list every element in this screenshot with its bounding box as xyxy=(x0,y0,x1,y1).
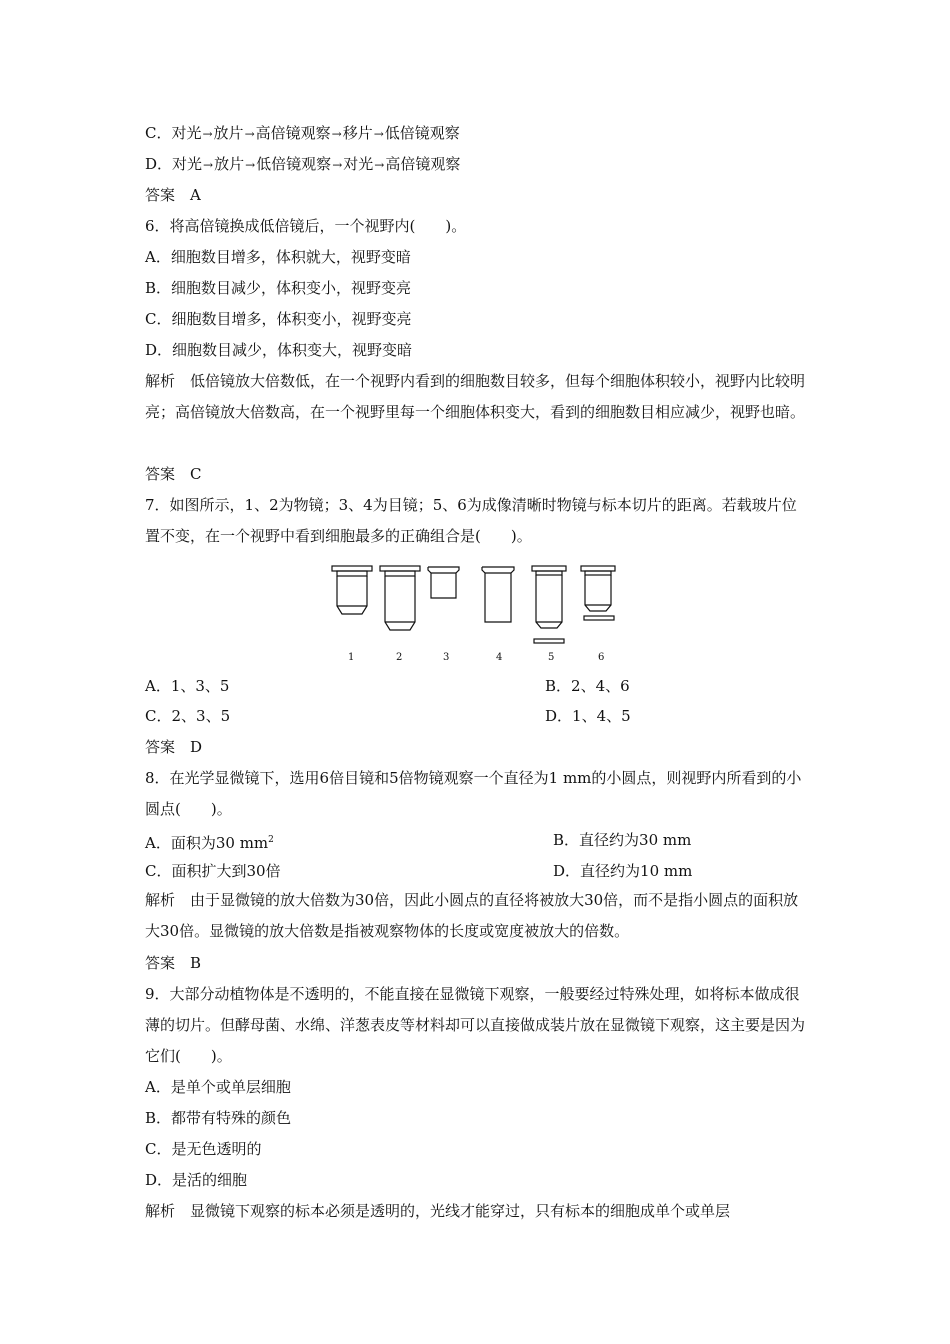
objective-lens-2 xyxy=(380,566,420,630)
q9-option-d: D．是活的细胞 xyxy=(145,1171,248,1189)
q9-option-b: B．都带有特殊的颜色 xyxy=(145,1109,292,1127)
q8-answer: 答案 B xyxy=(145,954,202,972)
objective-lens-6 xyxy=(581,566,615,620)
q9-stem: 9．大部分动植物体是不透明的，不能直接在显微镜下观察，一般要经过特殊处理，如将标本做成很薄的切片。但酵母菌、水绵、洋葱表皮等材料却可以直接做成装片放在显微镜下观察，这主要是因为它们( )。 xyxy=(145,985,806,1065)
q9-option-c: C．是无色透明的 xyxy=(145,1140,262,1158)
figure-label-3: 3 xyxy=(443,652,450,663)
q9-option-a: A．是单个或单层细胞 xyxy=(145,1078,291,1096)
figure-label-2: 2 xyxy=(396,652,403,663)
q6-option-d: D．细胞数目减少，体积变大，视野变暗 xyxy=(145,341,413,359)
q5-option-c xyxy=(145,123,810,144)
q8-option-a-text: A．面积为30 mm xyxy=(145,834,269,852)
objective-lens-5 xyxy=(532,566,566,643)
figure-label-6: 6 xyxy=(598,652,605,663)
q5d-step-2: 放片 xyxy=(214,155,245,173)
q7-option-d: D．1、4、5 xyxy=(545,707,631,725)
q5d-step-1: D．对光 xyxy=(145,155,203,173)
q7-option-a: A．1、3、5 xyxy=(145,677,230,695)
q6-option-b: B．细胞数目减少，体积变小，视野变亮 xyxy=(145,279,412,297)
q8-stem: 8．在光学显微镜下，选用6倍目镜和5倍物镜观察一个直径为1 mm的小圆点，则视野内所看到的小圆点( )。 xyxy=(145,769,802,818)
q5c-step-1: C．对光 xyxy=(145,124,202,142)
q9-analysis: 解析 显微镜下观察的标本必须是透明的，光线才能穿过，只有标本的细胞成单个或单层 xyxy=(145,1202,731,1220)
q5d-step-3: 低倍镜观察 xyxy=(256,155,332,173)
arrow-icon: → xyxy=(244,127,255,141)
arrow-icon: → xyxy=(374,158,385,172)
q5c-step-4: 移片 xyxy=(342,124,373,142)
q5c-step-5: 低倍镜观察 xyxy=(384,124,460,142)
q8-option-a xyxy=(145,830,274,853)
arrow-icon: → xyxy=(245,158,256,172)
q5d-step-4: 对光 xyxy=(343,155,374,173)
figure-label-1: 1 xyxy=(348,652,355,663)
figure-label-5: 5 xyxy=(548,652,555,663)
q5d-step-5: 高倍镜观察 xyxy=(385,155,461,173)
figure-label-4: 4 xyxy=(496,652,503,663)
q8-option-a-superscript: 2 xyxy=(268,835,274,845)
q7-option-b: B．2、4、6 xyxy=(545,677,630,695)
q7-answer: 答案 D xyxy=(145,738,203,756)
arrow-icon: → xyxy=(331,127,342,141)
eyepiece-lens-3 xyxy=(428,567,459,598)
arrow-icon: → xyxy=(332,158,343,172)
q6-stem: 6．将高倍镜换成低倍镜后，一个视野内( )。 xyxy=(145,217,467,235)
q7-option-c: C．2、3、5 xyxy=(145,707,231,725)
eyepiece-lens-4 xyxy=(482,567,514,622)
q6-analysis: 解析 低倍镜放大倍数低，在一个视野内看到的细胞数目较多，但每个细胞体积较小，视野内比较明亮；高倍镜放大倍数高，在一个视野里每一个细胞体积变大，看到的细胞数目相应减少，视野也暗。 xyxy=(145,372,806,421)
q5-answer: 答案 A xyxy=(145,186,201,204)
q8-option-d: D．直径约为10 mm xyxy=(553,862,693,880)
q5c-step-3: 高倍镜观察 xyxy=(255,124,331,142)
q8-option-b: B．直径约为30 mm xyxy=(553,831,692,849)
lens-figure xyxy=(322,560,622,668)
q5-option-d xyxy=(145,154,810,175)
arrow-icon: → xyxy=(203,158,214,172)
objective-lens-1 xyxy=(332,566,372,614)
q8-analysis: 解析 由于显微镜的放大倍数为30倍，因此小圆点的直径将被放大30倍，而不是指小圆点的面积放大30倍。显微镜的放大倍数是指被观察物体的长度或宽度被放大的倍数。 xyxy=(145,891,799,940)
q6-option-a: A．细胞数目增多，体积就大，视野变暗 xyxy=(145,248,411,266)
arrow-icon: → xyxy=(202,127,213,141)
q5c-step-2: 放片 xyxy=(213,124,244,142)
q6-option-c: C．细胞数目增多，体积变小，视野变亮 xyxy=(145,310,412,328)
q7-stem: 7．如图所示，1、2为物镜；3、4为目镜；5、6为成像清晰时物镜与标本切片的距离。若载玻片位置不变，在一个视野中看到细胞最多的正确组合是( )。 xyxy=(145,496,797,545)
arrow-icon: → xyxy=(373,127,384,141)
q8-option-c: C．面积扩大到30倍 xyxy=(145,862,281,880)
lens-diagram xyxy=(322,560,622,668)
q6-answer: 答案 C xyxy=(145,465,202,483)
